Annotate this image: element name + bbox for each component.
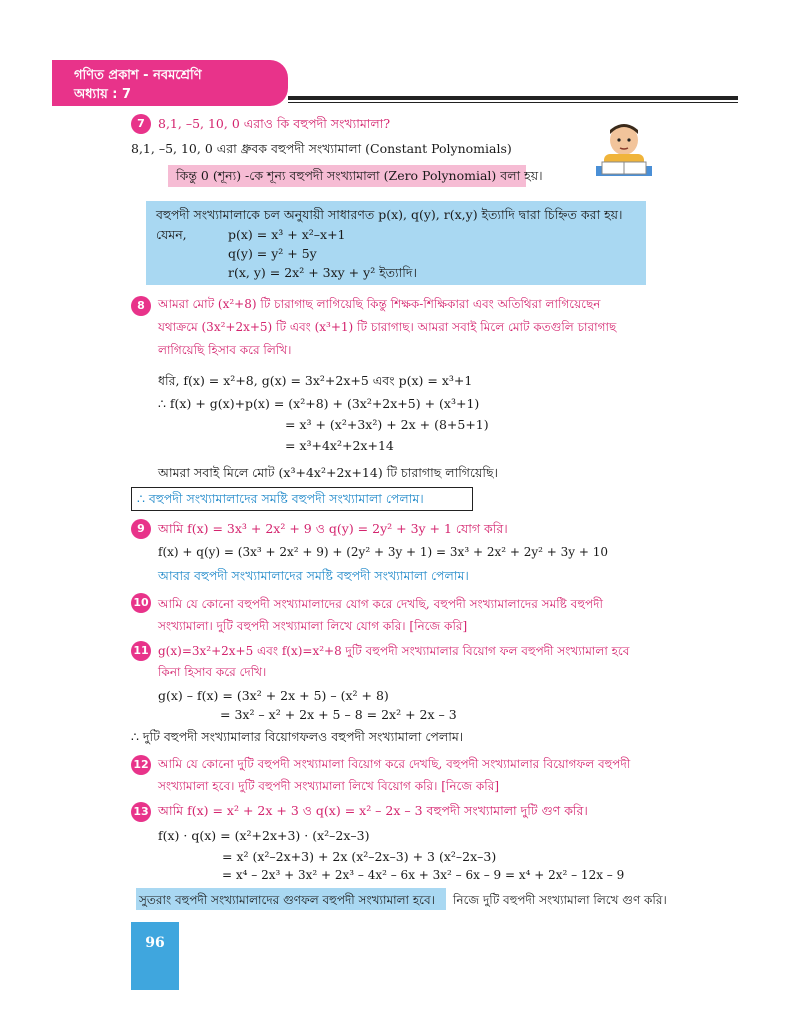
item-number-10: 10 xyxy=(131,593,151,613)
header-rule-thin xyxy=(288,102,738,103)
example-eq-p: p(x) = x³ + x²–x+1 xyxy=(228,227,346,242)
q8-text-line2: যথাক্রমে (3x²+2x+5) টি এবং (x³+1) টি চারাগাছ। আমরা সবাই মিলে মোট কতগুলি চারাগাছ xyxy=(158,320,617,334)
q12-text-line2: সংখ্যামালা হবে। দুটি বহুপদী সংখ্যামালা লিখে বিয়োগ করি। [নিজে করি] xyxy=(158,779,500,793)
item-number-13: 13 xyxy=(131,802,151,822)
q8-step1: ∴ f(x) + g(x)+p(x) = (x²+8) + (3x²+2x+5) + (x³+1) xyxy=(158,396,480,411)
q7-question: 8,1, –5, 10, 0 এরাও কি বহুপদী সংখ্যামালা? xyxy=(158,116,391,131)
example-eq-q: q(y) = y² + 5y xyxy=(228,246,317,261)
example-label: যেমন, xyxy=(156,227,187,242)
q13-step3: = x⁴ – 2x³ + 3x² + 2x³ – 4x² – 6x + 3x² – 6x – 9 = x⁴ + 2x² – 12x – 9 xyxy=(222,868,625,882)
page-number-tab xyxy=(131,922,179,990)
page-number: 96 xyxy=(145,935,165,951)
item-number-9: 9 xyxy=(131,519,151,539)
item-number-11: 11 xyxy=(131,641,151,661)
chapter-label: অধ্যায় : 7 xyxy=(74,87,132,102)
example-eq-r: r(x, y) = 2x² + 3xy + y² ইত্যাদি। xyxy=(228,265,417,280)
q8-let: ধরি, f(x) = x²+8, g(x) = 3x²+2x+5 এবং p(x) = x³+1 xyxy=(158,373,473,388)
q11-text-line1: g(x)=3x²+2x+5 এবং f(x)=x²+8 দুটি বহুপদী সংখ্যামালার বিয়োগ ফল বহুপদী সংখ্যামালা হবে xyxy=(158,644,630,658)
q8-step3: = x³+4x²+2x+14 xyxy=(285,438,394,453)
q8-text-line1: আমরা মোট (x²+8) টি চারাগাছ লাগিয়েছি কিন্তু শিক্ষক-শিক্ষিকারা এবং অতিথিরা লাগিয়েছেন xyxy=(158,297,601,311)
q11-conclusion: ∴ দুটি বহুপদী সংখ্যামালার বিয়োগফলও বহুপদী সংখ্যামালা পেলাম। xyxy=(131,729,464,744)
q12-text-line1: আমি যে কোনো দুটি বহুপদী সংখ্যামালা বিয়োগ করে দেখছি, বহুপদী সংখ্যামালার বিয়োগফল বহুপদী xyxy=(158,757,631,771)
item-number-12: 12 xyxy=(131,755,151,775)
header-rule xyxy=(288,96,738,100)
sum-conclusion: ∴ বহুপদী সংখ্যামালাদের সমষ্টি বহুপদী সংখ্যামালা পেলাম। xyxy=(137,491,424,506)
notation-line: বহুপদী সংখ্যামালাকে চল অনুযায়ী সাধারণত p(x), q(y), r(x,y) ইত্যাদি দ্বারা চিহ্নিত করা হয়। xyxy=(156,207,623,222)
q13-text: আমি f(x) = x² + 2x + 3 ও q(x) = x² – 2x – 3 বহুপদী সংখ্যামালা দুটি গুণ করি। xyxy=(158,803,588,818)
q9-calc: f(x) + q(y) = (3x³ + 2x² + 9) + (2y² + 3y + 1) = 3x³ + 2x² + 2y² + 3y + 10 xyxy=(158,545,608,559)
q13-step2: = x² (x²–2x+3) + 2x (x²–2x–3) + 3 (x²–2x–3) xyxy=(222,849,497,864)
product-conclusion: সুতরাং বহুপদী সংখ্যামালাদের গুণফল বহুপদী সংখ্যামালা হবে। xyxy=(139,893,435,907)
q9-note: আবার বহুপদী সংখ্যামালাদের সমষ্টি বহুপদী সংখ্যামালা পেলাম। xyxy=(158,568,469,583)
item-number-8: 8 xyxy=(131,296,151,316)
chapter-header-tab xyxy=(52,60,288,106)
thinking-boy-illustration xyxy=(588,118,660,178)
q13-step1: f(x) · q(x) = (x²+2x+3) · (x²–2x–3) xyxy=(158,828,370,843)
item-number-7: 7 xyxy=(131,114,151,134)
zero-polynomial-note: কিন্তু 0 (শূন্য) -কে শূন্য বহুপদী সংখ্যামালা (Zero Polynomial) বলা হয়। xyxy=(176,168,543,183)
q10-text-line1: আমি যে কোনো বহুপদী সংখ্যামালাদের যোগ করে দেখছি, বহুপদী সংখ্যামালাদের সমষ্টি বহুপদী xyxy=(158,597,603,611)
q11-step2: = 3x² – x² + 2x + 5 – 8 = 2x² + 2x – 3 xyxy=(220,707,457,722)
q11-step1: g(x) – f(x) = (3x² + 2x + 5) – (x² + 8) xyxy=(158,688,389,703)
q9-text: আমি f(x) = 3x³ + 2x² + 9 ও q(y) = 2y² + 3y + 1 যোগ করি। xyxy=(158,521,508,536)
q10-text-line2: সংখ্যামালা। দুটি বহুপদী সংখ্যামালা লিখে যোগ করি। [নিজে করি] xyxy=(158,619,468,633)
q8-text-line3: লাগিয়েছি হিসাব করে লিখি। xyxy=(158,343,292,357)
q8-step2: = x³ + (x²+3x²) + 2x + (8+5+1) xyxy=(285,417,489,432)
q8-conclusion: আমরা সবাই মিলে মোট (x³+4x²+2x+14) টি চারাগাছ লাগিয়েছি। xyxy=(158,465,499,480)
book-title: গণিত প্রকাশ - নবমশ্রেণি xyxy=(74,68,202,83)
q11-text-line2: কিনা হিসাব করে দেখি। xyxy=(158,665,267,679)
product-exercise: নিজে দুটি বহুপদী সংখ্যামালা লিখে গুণ করি। xyxy=(453,893,667,907)
q7-answer: 8,1, –5, 10, 0 এরা ধ্রুবক বহুপদী সংখ্যামালা (Constant Polynomials) xyxy=(131,141,512,156)
